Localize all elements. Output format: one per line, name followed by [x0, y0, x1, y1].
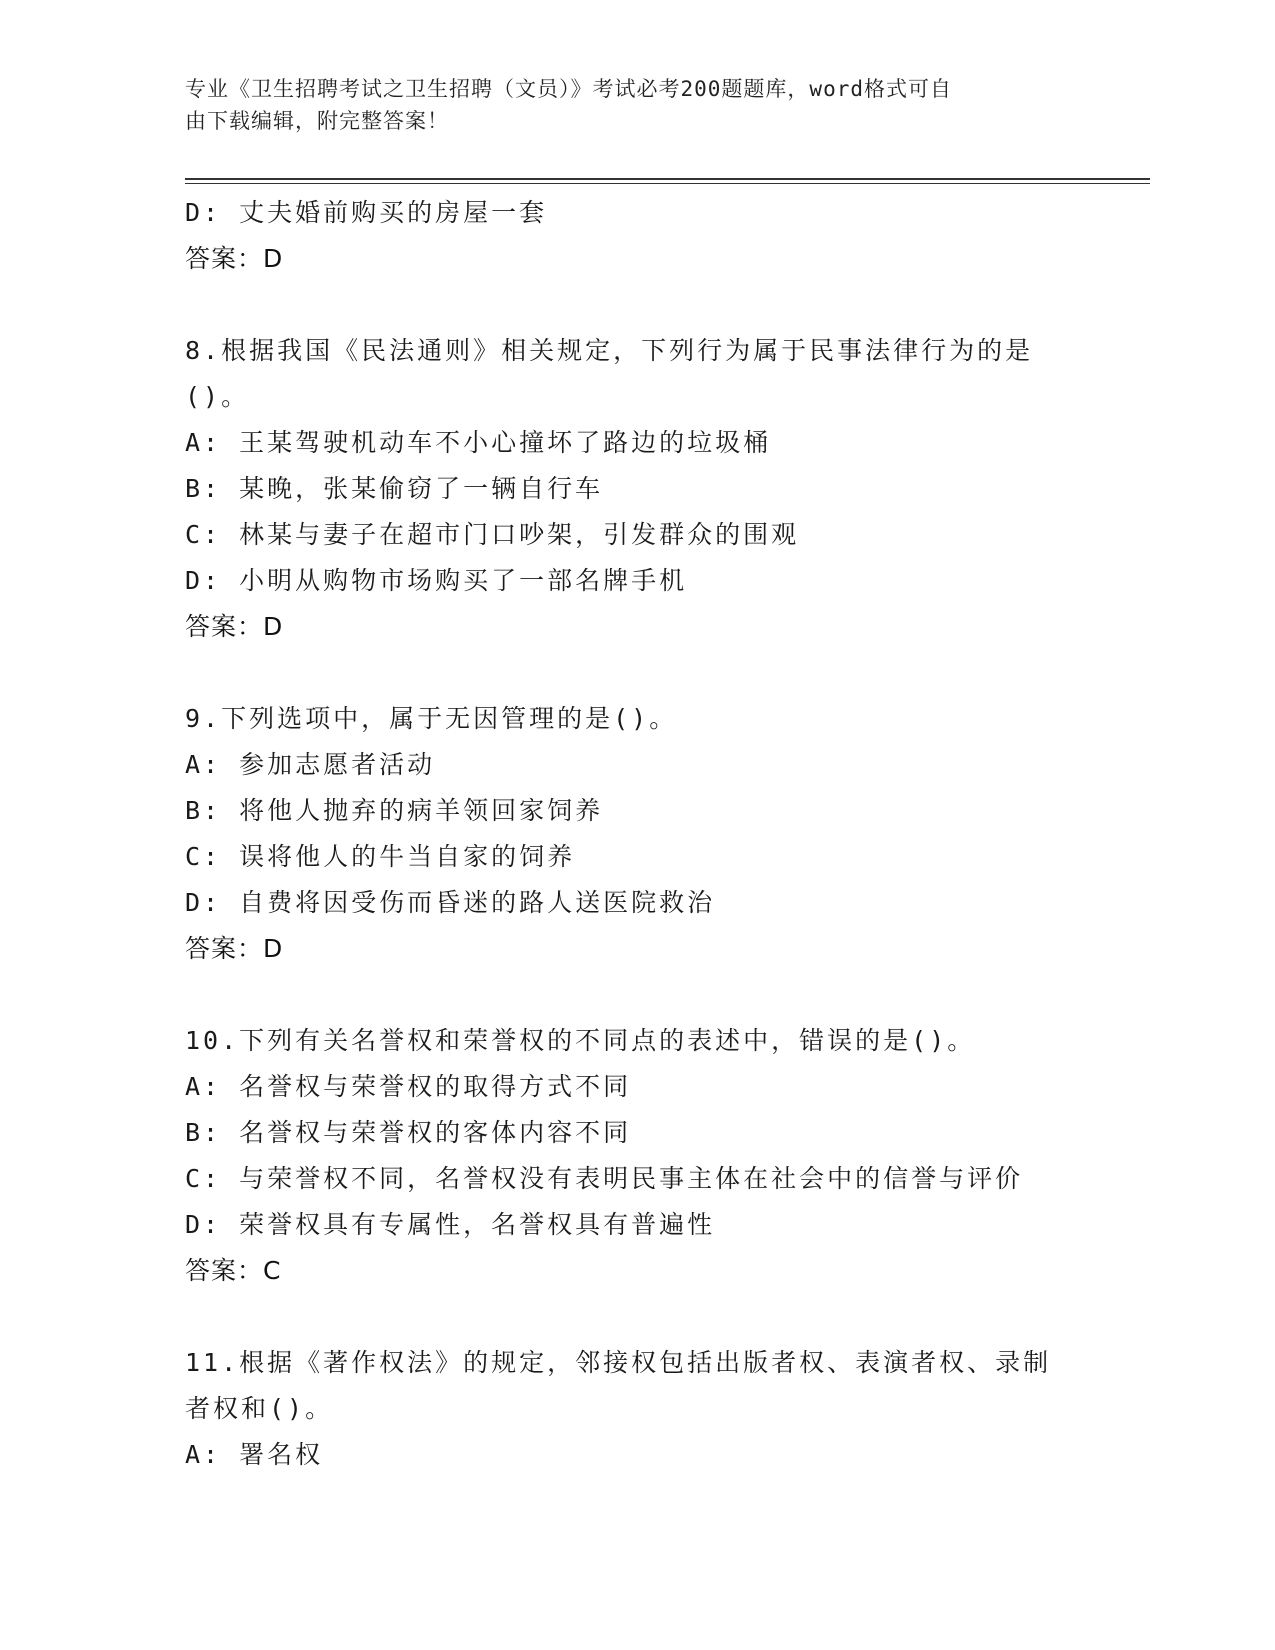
question-stem-line-1: 10.下列有关名誉权和荣誉权的不同点的表述中，错误的是()。 [185, 1026, 976, 1055]
question-stem-line-2: ()。 [185, 382, 250, 411]
option-c: C: 林某与妻子在超市门口吵架，引发群众的围观 [185, 520, 800, 549]
question-stem-line-1: 11.根据《著作权法》的规定，邻接权包括出版者权、表演者权、录制 [185, 1348, 1052, 1377]
option-d: D: 荣誉权具有专属性，名誉权具有普遍性 [185, 1210, 716, 1239]
question-stem [185, 696, 1065, 742]
question-content [185, 190, 1085, 1478]
header-divider-thin [185, 183, 1150, 184]
option-d: D: 自费将因受伤而昏迷的路人送医院救治 [185, 888, 716, 917]
answer-line: 答案：C [185, 1256, 282, 1285]
question-9 [185, 696, 1085, 972]
option-d: D: 丈夫婚前购买的房屋一套 [185, 198, 548, 227]
question-stem-line-1: 9.下列选项中，属于无因管理的是()。 [185, 704, 678, 733]
question-11 [185, 1340, 1085, 1478]
header-line-2: 由下载编辑，附完整答案！ [185, 109, 449, 133]
answer-line: 答案：D [185, 244, 284, 273]
question-stem [185, 1340, 1065, 1432]
option-b: B: 名誉权与荣誉权的客体内容不同 [185, 1118, 632, 1147]
header-divider-thick [185, 178, 1150, 180]
option-c: C: 与荣誉权不同，名誉权没有表明民事主体在社会中的信誉与评价 [185, 1164, 1024, 1193]
option-a: A: 参加志愿者活动 [185, 750, 436, 779]
previous-question-tail [185, 190, 1085, 282]
option-c: C: 误将他人的牛当自家的饲养 [185, 842, 576, 871]
question-stem-line-1: 8.根据我国《民法通则》相关规定，下列行为属于民事法律行为的是 [185, 336, 1034, 365]
question-8 [185, 328, 1085, 650]
question-10 [185, 1018, 1085, 1294]
option-b: B: 某晚，张某偷窃了一辆自行车 [185, 474, 604, 503]
question-stem [185, 328, 1065, 420]
header-line-1: 专业《卫生招聘考试之卫生招聘（文员）》考试必考200题题库，word格式可自 [185, 77, 952, 101]
option-a: A: 王某驾驶机动车不小心撞坏了路边的垃圾桶 [185, 428, 772, 457]
answer-line: 答案：D [185, 934, 284, 963]
answer-line: 答案：D [185, 612, 284, 641]
question-stem [185, 1018, 1065, 1064]
question-stem-line-2: 者权和()。 [185, 1394, 334, 1423]
option-b: B: 将他人抛弃的病羊领回家饲养 [185, 796, 604, 825]
document-header [185, 73, 1065, 137]
option-d: D: 小明从购物市场购买了一部名牌手机 [185, 566, 688, 595]
option-a: A: 署名权 [185, 1440, 324, 1469]
option-a: A: 名誉权与荣誉权的取得方式不同 [185, 1072, 632, 1101]
